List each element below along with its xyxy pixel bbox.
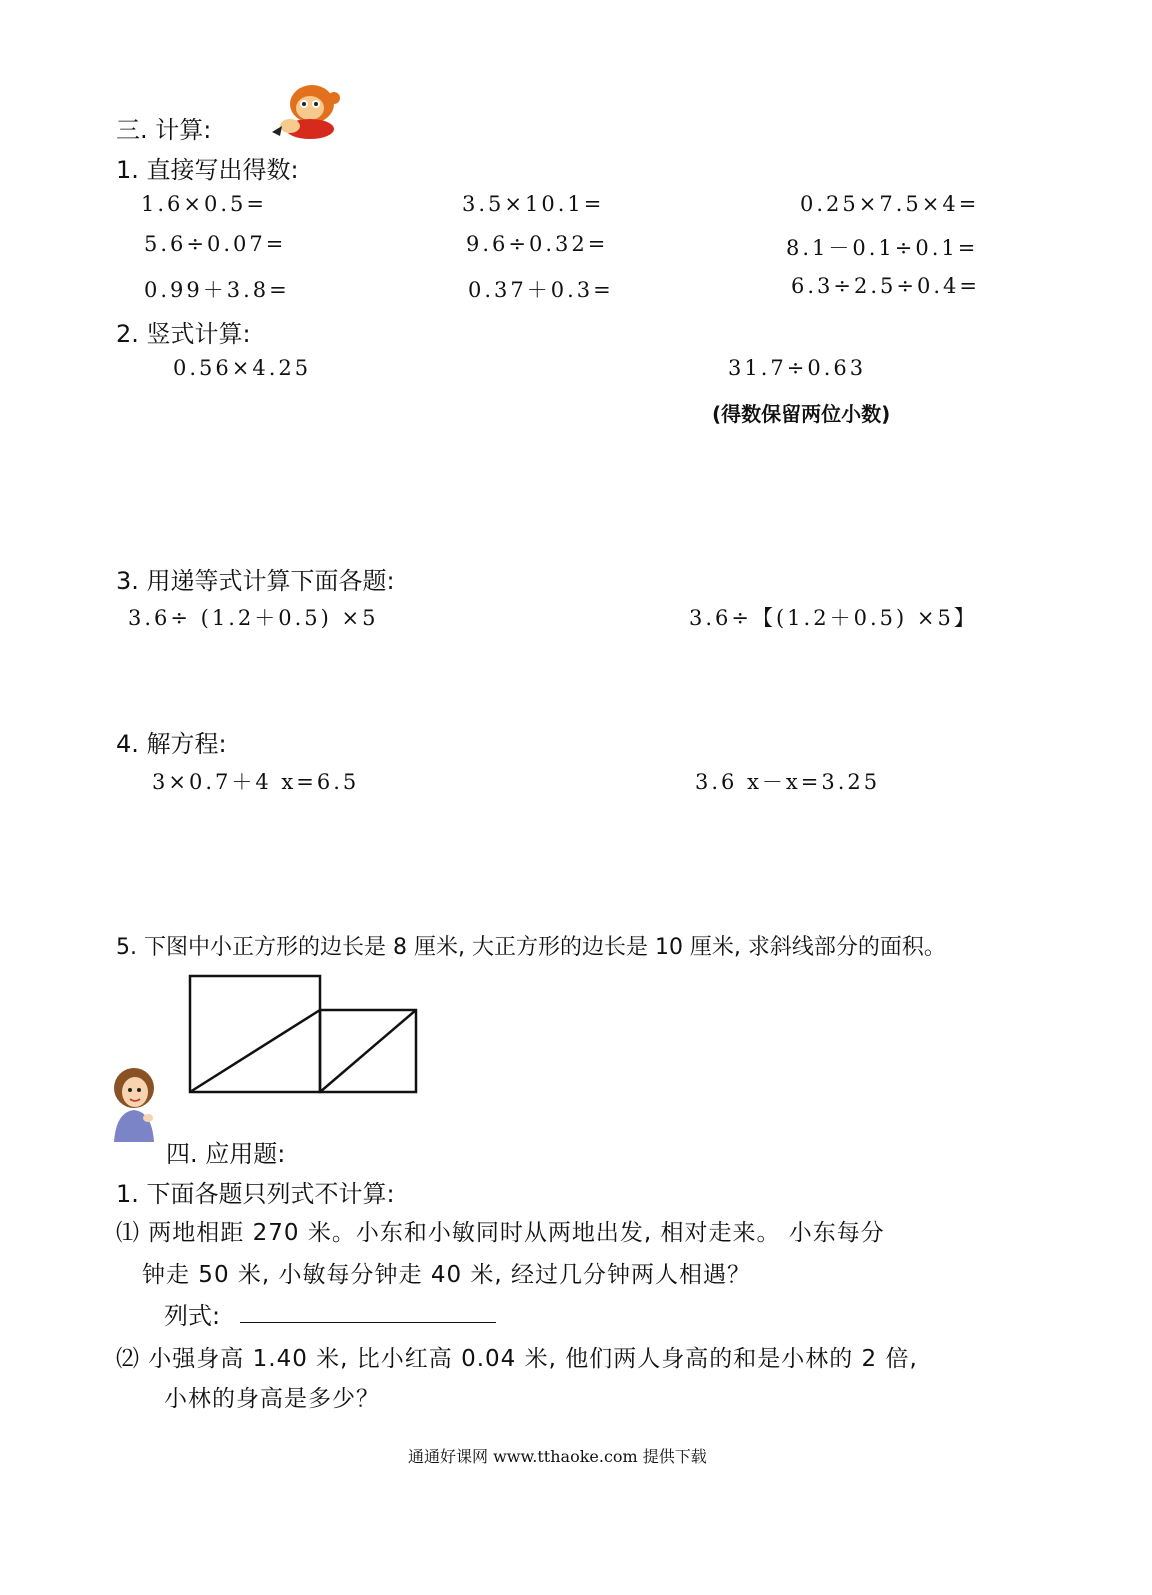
problem-1-line-1: ⑴ 两地相距 270 米。小东和小敏同时从两地出发, 相对走来。 小东每分 — [116, 1220, 885, 1246]
problem-2-line-2: 小林的身高是多少？ — [164, 1386, 380, 1412]
section-4-title: 四. 应用题: — [166, 1140, 286, 1168]
q2-item: 0.56×4.25 — [173, 356, 312, 380]
q3-item: 3.6÷【(1.2＋0.5) ×5】 — [689, 606, 978, 630]
q3-item: 3.6÷ (1.2＋0.5) ×5 — [128, 606, 379, 630]
footer-text: 通通好课网 www.tthaoke.com 提供下载 — [408, 1447, 707, 1466]
q3-heading: 3. 用递等式计算下面各题: — [116, 567, 395, 595]
problem-2-line-1: ⑵ 小强身高 1.40 米, 比小红高 0.04 米, 他们两人身高的和是小林的 2 倍, — [116, 1346, 918, 1372]
q1-item: 5.6÷0.07= — [144, 232, 287, 256]
q1-item: 9.6÷0.32= — [466, 232, 609, 256]
q1-item: 0.25×7.5×4= — [800, 192, 980, 216]
q1-item: 3.5×10.1= — [462, 192, 605, 216]
q2-note: (得数保留两位小数) — [712, 402, 891, 426]
monkey-illustration — [268, 82, 344, 140]
q1-item: 8.1－0.1÷0.1= — [786, 236, 979, 260]
q1-item: 0.99＋3.8= — [144, 278, 290, 302]
q4-heading: 4. 解方程: — [116, 730, 227, 758]
q1-item: 0.37＋0.3= — [468, 278, 614, 302]
q1-item: 6.3÷2.5÷0.4= — [791, 274, 980, 298]
q2-heading: 2. 竖式计算: — [116, 320, 251, 348]
q4-item: 3×0.7＋4 x=6.5 — [152, 770, 360, 794]
s4-q1-heading: 1. 下面各题只列式不计算: — [116, 1180, 395, 1208]
q4-item: 3.6 x－x=3.25 — [695, 770, 881, 794]
formula-answer-line[interactable] — [240, 1322, 496, 1323]
q1-heading: 1. 直接写出得数: — [116, 156, 299, 184]
formula-label: 列式: — [164, 1302, 221, 1330]
q1-item: 1.6×0.5= — [141, 192, 267, 216]
girl-illustration — [108, 1066, 158, 1142]
section-3-title: 三. 计算: — [116, 116, 212, 144]
q5-text: 5. 下图中小正方形的边长是 8 厘米, 大正方形的边长是 10 厘米, 求斜线部分的面积。 — [116, 935, 946, 960]
q2-item: 31.7÷0.63 — [728, 356, 867, 380]
problem-1-line-2: 钟走 50 米, 小敏每分钟走 40 米, 经过几分钟两人相遇？ — [142, 1262, 752, 1288]
squares-figure — [186, 972, 422, 1096]
